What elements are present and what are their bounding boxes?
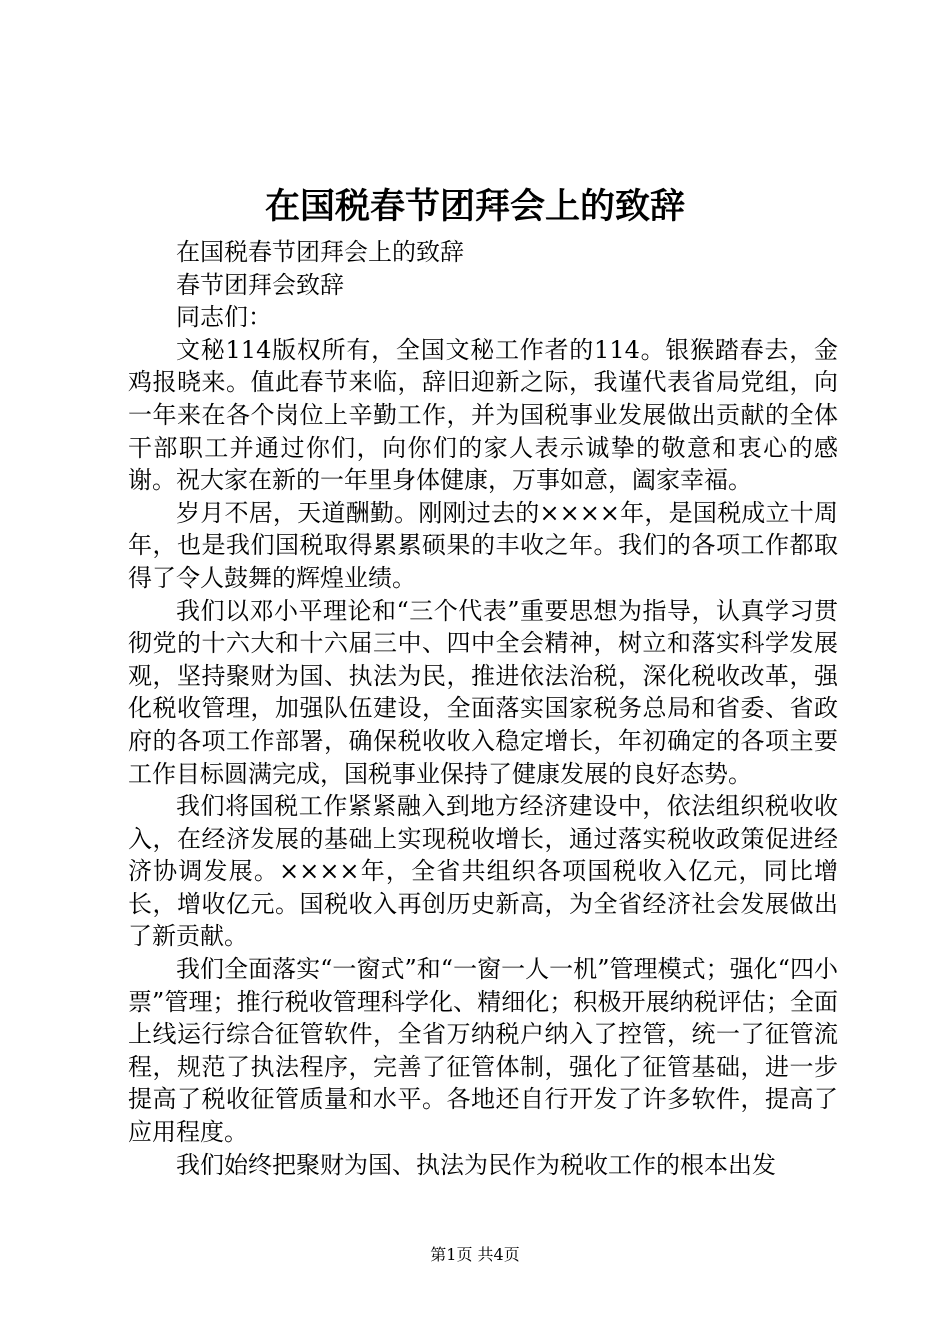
- paragraph-heading: 春节团拜会致辞: [176, 270, 344, 299]
- page-number-footer: 第1页 共4页: [430, 1245, 520, 1264]
- paragraph-subtitle: 在国税春节团拜会上的致辞: [176, 238, 464, 266]
- paragraph-review: 岁月不居，天道酬勤。刚刚过去的××××年，是国税成立十周年，也是我们国税取得累累硕果的丰收之年。我们的各项工作都取得了令人鼓舞的辉煌业绩。: [128, 498, 838, 592]
- paragraph-economy: 我们将国税工作紧紧融入到地方经济建设中，依法组织税收收入，在经济发展的基础上实现税收增长，通过落实税收政策促进经济协调发展。××××年，全省共组织各项国税收入亿元，同比增长，增收亿元。国税收入再创历史新高，为全省经济社会发展做出了新贡献。: [128, 792, 838, 951]
- paragraph-guidance: 我们以邓小平理论和“三个代表”重要思想为指导，认真学习贯彻党的十六大和十六届三中、四中全会精神，树立和落实科学发展观，坚持聚财为国、执法为民，推进依法治税，深化税收改革，强化税收管理，加强队伍建设，全面落实国家税务总局和省委、省政府的各项工作部署，确保税收收入稳定增长，年初确定的各项主要工作目标圆满完成，国税事业保持了健康发展的良好态势。: [128, 596, 838, 788]
- paragraph-management: 我们全面落实“一窗式”和“一窗一人一机”管理模式；强化“四小票”管理；推行税收管理科学化、精细化；积极开展纳税评估；全面上线运行综合征管软件，全省万纳税户纳入了控管，统一了征管流程，规范了执法程序，完善了征管体制，强化了征管基础，进一步提高了税收征管质量和水平。各地还自行开发了许多软件，提高了应用程度。: [128, 955, 838, 1147]
- document-title: 在国税春节团拜会上的致辞: [264, 186, 685, 227]
- document-body: [128, 236, 838, 1181]
- paragraph-salutation: 同志们：: [176, 303, 272, 332]
- paragraph-greeting: 文秘114版权所有，全国文秘工作者的114。银猴踏春去，金鸡报晓来。值此春节来临，辞旧迎新之际，我谨代表省局党组，向一年来在各个岗位上辛勤工作，并为国税事业发展做出贡献的全体干部职工并通过你们，向你们的家人表示诚挚的敬意和衷心的感谢。祝大家在新的一年里身体健康，万事如意，阖家幸福。: [128, 335, 838, 495]
- paragraph-principle: 我们始终把聚财为国、执法为民作为税收工作的根本出发: [176, 1150, 776, 1179]
